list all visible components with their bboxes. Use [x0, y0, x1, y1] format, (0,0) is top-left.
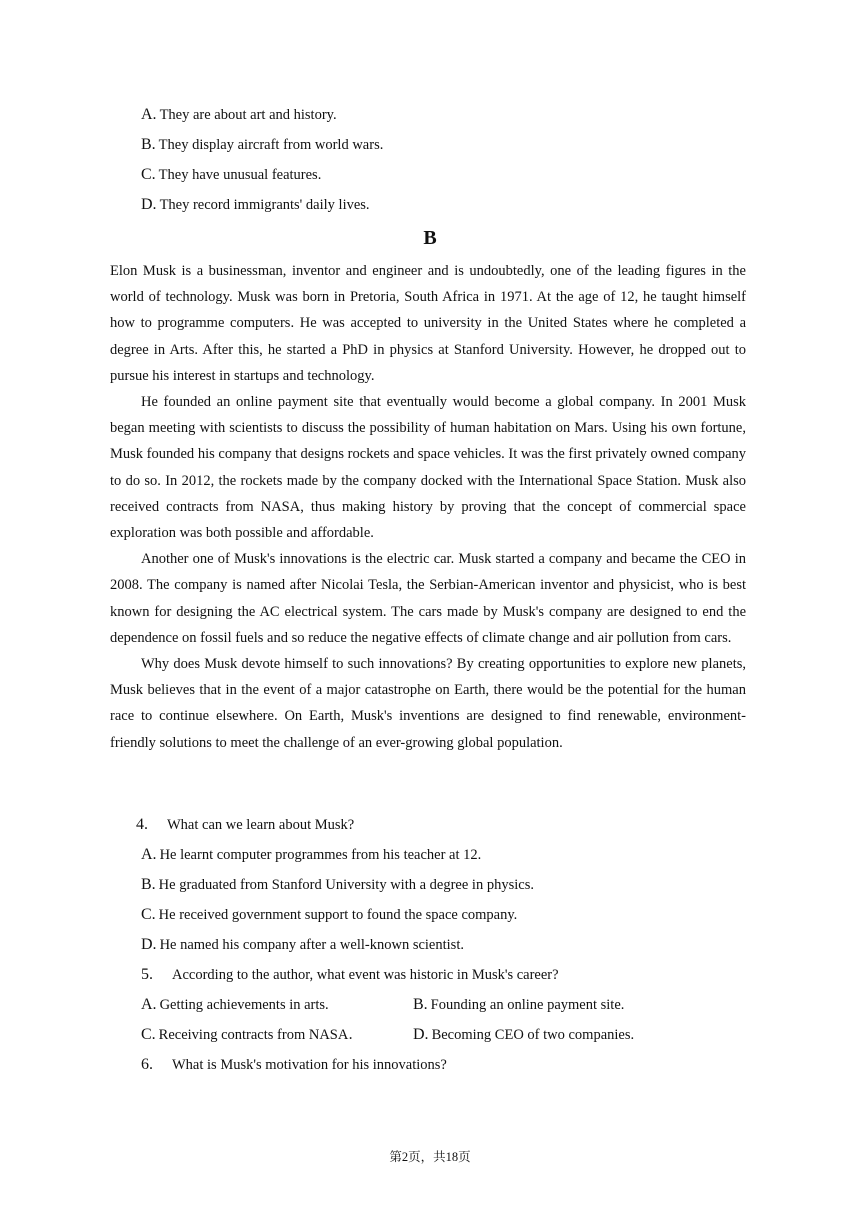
option-letter: C.: [141, 166, 156, 183]
passage-paragraph-3: Another one of Musk's innovations is the electric car. Musk started a company and became the CEO in 2008. The company is named after Nicolai Tesla, the Serbian-American inventor and physicist, who is best known for designing the AC electrical system. The cars made by Musk's company are designed to end the dependence on fossil fuels and so reduce the negative effects of climate change and air pollution from cars.: [110, 551, 746, 646]
reading-passage: [110, 258, 746, 756]
option-text: Getting achievements in arts.: [159, 997, 329, 1013]
question-text: What can we learn about Musk?: [167, 817, 355, 833]
option-text: Receiving contracts from NASA．: [158, 1027, 363, 1043]
prev-option-d: [141, 195, 370, 215]
passage-paragraph-4: Why does Musk devote himself to such innovations? By creating opportunities to explore new planets, Musk believes that in the event of a major catastrophe on Earth, there would be the potential for the human race to continue elsewhere. On Earth, Musk's inventions are designed to find renewable, environment-friendly solutions to meet the challenge of an ever-growing global population.: [110, 656, 746, 751]
question-5: [141, 965, 559, 985]
option-text: He learnt computer programmes from his teacher at 12.: [159, 847, 482, 863]
option-text: Founding an online payment site.: [430, 997, 625, 1013]
question-number: 6.: [141, 1056, 153, 1073]
q4-option-a: [141, 845, 481, 865]
question-4: [136, 815, 354, 835]
option-text: He received government support to found the space company.: [158, 907, 518, 923]
q5-option-d: [413, 1025, 634, 1045]
question-6: [141, 1055, 447, 1075]
option-text: He graduated from Stanford University with a degree in physics.: [158, 877, 534, 893]
option-letter: B.: [413, 996, 428, 1013]
question-text: According to the author, what event was historic in Musk's career?: [172, 967, 559, 983]
prev-option-c: [141, 165, 321, 185]
option-text: They have unusual features.: [158, 167, 322, 183]
option-letter: B.: [141, 876, 156, 893]
q5-option-b: [413, 995, 624, 1015]
prev-option-b: [141, 135, 383, 155]
prev-option-a: [141, 105, 337, 125]
q5-option-c: [141, 1025, 363, 1045]
option-letter: A.: [141, 106, 157, 123]
q5-option-a: [141, 995, 329, 1015]
option-text: Becoming CEO of two companies.: [431, 1027, 635, 1043]
passage-paragraph-1: Elon Musk is a businessman, inventor and engineer and is undoubtedly, one of the leading figures in the world of technology. Musk was born in Pretoria, South Africa in 1971. At the age of 12, he taught himself how to programme computers. He was accepted to university in the United States where he completed a degree in Arts. After this, he started a PhD in physics at Stanford University. However, he dropped out to pursue his interest in startups and technology.: [110, 263, 746, 384]
q4-option-c: [141, 905, 517, 925]
option-text: They are about art and history.: [159, 107, 337, 123]
page-footer: 第2页，共18页: [389, 1150, 471, 1164]
option-letter: D.: [141, 936, 157, 953]
option-letter: D.: [413, 1026, 429, 1043]
option-letter: A.: [141, 996, 157, 1013]
option-letter: D.: [141, 196, 157, 213]
option-letter: C.: [141, 1026, 156, 1043]
question-number: 5.: [141, 966, 153, 983]
q4-option-b: [141, 875, 534, 895]
option-text: They display aircraft from world wars.: [158, 137, 384, 153]
section-title: B: [423, 227, 437, 249]
question-text: What is Musk's motivation for his innovations?: [172, 1057, 447, 1073]
passage-paragraph-2: He founded an online payment site that eventually would become a global company. In 2001 Musk began meeting with scientists to discuss the possibility of human habitation on Mars. Using his own fortune, Musk founded his company that designs rockets and space vehicles. It was the first privately owned company to do so. In 2012, the rockets made by the company docked with the International Space Station. Musk also received contracts from NASA, thus making history by proving that the concept of commercial space exploration was both possible and affordable.: [110, 394, 746, 542]
option-text: They record immigrants' daily lives.: [159, 197, 370, 213]
option-letter: C.: [141, 906, 156, 923]
option-text: He named his company after a well-known scientist.: [159, 937, 464, 953]
q4-option-d: [141, 935, 464, 955]
option-letter: B.: [141, 136, 156, 153]
option-letter: A.: [141, 846, 157, 863]
question-number: 4.: [136, 816, 148, 833]
